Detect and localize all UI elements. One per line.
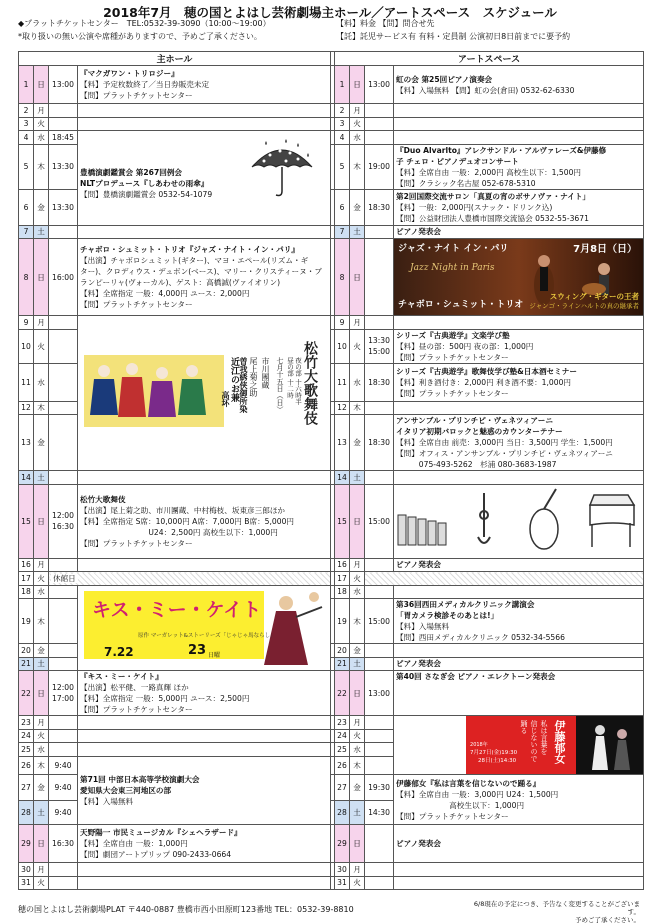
table-row: 16 月 16 月 ピアノ発表会 bbox=[19, 558, 644, 572]
table-row: 26 木 9:40 第71回 中部日本高等学校演劇大会 愛知県大会東三河地区の部 【料】入場無料 26 木 bbox=[19, 756, 644, 775]
table-row: 14 土 14 土 bbox=[19, 471, 644, 485]
kiss-me-kate-banner: キス・ミー・ケイト 原作 マーガレット&ストーリーズ「じゃじゃ馬ならし」 7.22 23 日曜 bbox=[78, 585, 331, 671]
umbrella-icon bbox=[246, 133, 318, 203]
table-row: 19 木 19 木 15:00 第36回西田メディカルクリニック講演会 「胃カメラ検診そのあとは!」 【料】入場無料 【問】西田メディカルクリニック 0532-34-5566 bbox=[19, 599, 644, 644]
page-title: 2018年7月 穂の国とよはし芸術劇場主ホール／アートスペース スケジュール bbox=[103, 5, 557, 20]
table-row: 4 水 18:45 豊橋演劇鑑賞会 第267回例会 NLTプロデュース『しあわせの雨傘』 【問】豊橋演劇鑑賞会 0532-54-1079 4 水 bbox=[19, 131, 644, 145]
table-row: 25 水 25 水 bbox=[19, 743, 644, 757]
event-art-5: 『Duo Alvarlto』アレクサンドル・アルヴァレーズ&伊藤修 子 チェロ・ピアノデュオコンサート 【料】全席自由 一般：2,000円 高校生以下：1,500円 【問】クラシック名古屋 052-678-5310 bbox=[394, 144, 644, 189]
event-main-22: 『キス・ミー・ケイト』 【出演】松平健、一路真輝 ほか 【料】全席指定 一般：5,000円 ユース：2,500円 【問】プラットチケットセンター bbox=[78, 671, 331, 716]
table-row: 3 火 3 火 bbox=[19, 117, 644, 131]
event-art-1: 虹の会 第25回ピアノ演奏会 【料】入場無料 【問】虹の会(倉田) 0532-62-6330 bbox=[394, 66, 644, 104]
table-row: 21 土 21 土 ピアノ発表会 bbox=[19, 657, 644, 671]
main-hall-header: 主ホール bbox=[19, 52, 331, 66]
table-row: 24 火 24 火 bbox=[19, 729, 644, 743]
event-main-8: チャボロ・シュミット・トリオ『ジャズ・ナイト・イン・パリ』 【出演】チャボロシュミット(ギター)、マヨ・エペール(リズム・ギ ター)、クロディウス・デュボン(ベース)、マリー・クリスティーヌ・ブ ランピーリャ(ヴォーカル)、ゲスト：高橋誠(ヴァイオリン) 【料】全席指定 一般：4,000円 ユース：2,000円 【問】プラットチケットセンター bbox=[78, 239, 331, 316]
footer-address: 穂の国とよはし芸術劇場PLAT 〒440-0887 豊橋市西小田原町123番地 TEL：0532-39-8810 bbox=[18, 905, 354, 914]
event-art-13: アンサンブル・プリンチピ・ヴェネツィアーニ イタリア初期バロックと魅惑のカウンターテナー 【料】全席自由 前売：3,000円 当日：3,500円 学生：1,500円 【問】オフィス・アンサンブル・プリンチピ・ヴェネツィアーニ 075-493-5262 杉浦 080-3683-1987 bbox=[394, 415, 644, 471]
table-row: 10 火 10 火 13:30 15:00 シリーズ『古典遊学』文楽学び塾 【料】昼の部：500円 夜の部：1,000円 【問】プラットチケットセンター bbox=[19, 329, 644, 363]
ticket-center-info: ◆プラットチケットセンター TEL:0532-39-3090（10:00～19:00） bbox=[18, 19, 271, 28]
event-main-5: 豊橋演劇鑑賞会 第267回例会 NLTプロデュース『しあわせの雨傘』 【問】豊橋演劇鑑賞会 0532-54-1079 bbox=[78, 131, 331, 226]
dancers-illustration bbox=[576, 716, 643, 774]
event-art-11: シリーズ『古典遊学』歌舞伎学び塾&日本酒セミナー 【料】利き酒付き：2,000円 利き酒不要：1,000円 【問】プラットチケットセンター bbox=[394, 363, 644, 401]
table-row: 30 月 30 月 bbox=[19, 863, 644, 877]
violin-icon bbox=[530, 489, 558, 549]
table-row: 20 金 20 金 bbox=[19, 644, 644, 658]
table-row: 15 日 12:00 16:30 松竹大歌舞伎 【出演】尾上菊之助、市川團蔵、中村梅枝、坂東彦三郎ほか 【料】全席指定 S席：10,000円 A席：7,000円 B席：5,000円 U24：2,500円 高校生以下：1,000円 【問】プラットチケットセンター 15 日 15:00 bbox=[19, 484, 644, 558]
table-row: 13 金 13 金 18:30 アンサンブル・プリンチピ・ヴェネツィアーニ イタリア初期バロックと魅惑のカウンターテナー 【料】全席自由 前売：3,000円 当日：3,500円 学生：1,500円 【問】オフィス・アンサンブル・プリンチピ・ヴェネツィアーニ 075-493-5262 杉浦 080-3683-1987 bbox=[19, 415, 644, 471]
table-row: 8 日 16:00 チャボロ・シュミット・トリオ『ジャズ・ナイト・イン・パリ』 【出演】チャボロシュミット(ギター)、マヨ・エペール(リズム・ギ ター)、クロディウス・デュボン(ベース)、マリー・クリスティーヌ・ブ ランピーリャ(ヴォーカル)、ゲスト：高橋誠(ヴァイオリン) 【料】全席指定 一般：4,000円 ユース：2,000円 【問】プラットチケットセンター 8 日 ジャズ・ナイト イン・パリ 7月8日（日） Jazz Night in Paris チャボロ・シュミット・トリオ スウィング・ギターの王者 ジャンゴ・ラインハルトの真の継承者 bbox=[19, 239, 644, 316]
event-art-6: 第2回国際交流サロン「真夏の宵のボサノヴァ・ナイト」 【料】一般：2,000円(スナック・ドリンク込) 【問】公益財団法人豊橋市国際交流協会 0532-55-3671 bbox=[394, 189, 644, 225]
event-main-15: 松竹大歌舞伎 【出演】尾上菊之助、市川團蔵、中村梅枝、坂東彦三郎ほか 【料】全席指定 S席：10,000円 A席：7,000円 B席：5,000円 U24：2,500円 高校生以下：1,000円 【問】プラットチケットセンター bbox=[78, 484, 331, 558]
table-row: 2 月 2 月 bbox=[19, 104, 644, 118]
table-row: 23 月 23 月 伊藤郁女 私は言葉を 信じないので 踊る 2018年 7月27日(金)19:30 28日(土)14:30 bbox=[19, 716, 644, 730]
event-main-27: 第71回 中部日本高等学校演劇大会 愛知県大会東三河地区の部 【料】入場無料 bbox=[78, 756, 331, 825]
legend-childcare: 【託】託児サービス有 有料・定員制 公演初日8日前までに要予約 bbox=[336, 32, 571, 41]
footer-note: 6/8現在の予定につき、予告なく変更することがございます。 予めご了承ください。 bbox=[473, 900, 640, 924]
table-row: 6 金 13:30 6 金 18:30 第2回国際交流サロン「真夏の宵のボサノヴァ・ナイト」 【料】一般：2,000円(スナック・ドリンク込) 【問】公益財団法人豊橋市国際交流協会 0532-55-3671 bbox=[19, 189, 644, 225]
event-main-29: 天野陽一 市民ミュージカル『シェヘラザード』 【料】全席自由 一般：1,000円 【問】劇団アートプリップ 090-2433-0664 bbox=[78, 825, 331, 863]
kabuki-banner: 近江のお兼 尾上菊之助 市川團蔵 曽我綉侠御所染 高坏 七月十五日（日） 昼の部 十二時 夜の部 十六時半 松竹大歌舞伎 bbox=[78, 316, 331, 471]
event-art-19: 第36回西田メディカルクリニック講演会 「胃カメラ検診そのあとは!」 【料】入場無料 【問】西田メディカルクリニック 0532-34-5566 bbox=[394, 599, 644, 644]
ticket-note: *取り扱いの無い公演や席種がありますので、予めご了承ください。 bbox=[18, 32, 262, 41]
instruments-illustration bbox=[394, 484, 644, 558]
kabuki-actors-illustration bbox=[84, 355, 224, 427]
xylophone-icon bbox=[398, 515, 446, 545]
table-row: 5 木 13:30 5 木 19:00 『Duo Alvarlto』アレクサンドル・アルヴァレーズ&伊藤修 子 チェロ・ピアノデュオコンサート 【料】全席自由 一般：2,000円 高校生以下：1,500円 【問】クラシック名古屋 052-678-5310 bbox=[19, 144, 644, 189]
event-art-21: ピアノ発表会 bbox=[394, 657, 644, 671]
table-row: 1 日 13:00 『マクガワン・トリロジー』 【料】予定枚数終了／当日券販売未定 【問】プラットチケットセンター 1 日 13:00 虹の会 第25回ピアノ演奏会 【料】入場無料 【問】虹の会(倉田) 0532-62-6330 bbox=[19, 66, 644, 104]
closed-day-art bbox=[365, 572, 644, 586]
table-row: 7 土 7 土 ピアノ発表会 bbox=[19, 225, 644, 239]
legend-fee: 【料】料金 【問】問合せ先 bbox=[336, 19, 435, 28]
closed-day-main: 休館日 bbox=[49, 572, 331, 586]
jazz-night-banner: ジャズ・ナイト イン・パリ 7月8日（日） Jazz Night in Paris チャボロ・シュミット・トリオ スウィング・ギターの王者 ジャンゴ・ラインハルトの真の継承者 bbox=[394, 239, 644, 316]
table-row: 27 金 9:40 27 金 19:30 伊藤郁女『私は言葉を信じないので踊る』 【料】全席自由 一般：3,000円 U24：1,500円 高校生以下：1,000円 【問】プラットチケットセンター bbox=[19, 775, 644, 801]
table-row: 11 水 11 水 18:30 シリーズ『古典遊学』歌舞伎学び塾&日本酒セミナー 【料】利き酒付き：2,000円 利き酒不要：1,000円 【問】プラットチケットセンター bbox=[19, 363, 644, 401]
event-main-1: 『マクガワン・トリロジー』 【料】予定枚数終了／当日券販売未定 【問】プラットチケットセンター bbox=[78, 66, 331, 104]
table-row: 9 月 近江のお兼 尾上菊之助 市川團蔵 曽我綉侠御所染 高坏 七月十五日（日） 昼の部 十二時 夜の部 十六時半 松竹大歌舞伎 9 月 bbox=[19, 316, 644, 330]
table-row: 12 木 12 木 bbox=[19, 401, 644, 415]
table-row: 18 水 キス・ミー・ケイト 原作 マーガレット&ストーリーズ「じゃじゃ馬ならし」 7.22 23 日曜 18 水 bbox=[19, 585, 644, 599]
art-space-header: アートスペース bbox=[335, 52, 644, 66]
schedule-table bbox=[18, 51, 644, 890]
table-row: 29 日 16:30 天野陽一 市民ミュージカル『シェヘラザード』 【料】全席自由 一般：1,000円 【問】劇団アートプリップ 090-2433-0664 29 日 ピアノ発表会 bbox=[19, 825, 644, 863]
table-row: 17 火 休館日 17 火 bbox=[19, 572, 644, 586]
event-art-10: シリーズ『古典遊学』文楽学び塾 【料】昼の部：500円 夜の部：1,000円 【問】プラットチケットセンター bbox=[394, 329, 644, 363]
event-art-16: ピアノ発表会 bbox=[394, 558, 644, 572]
table-row: 28 土 9:40 28 土 14:30 bbox=[19, 801, 644, 825]
trumpet-icon bbox=[478, 493, 490, 543]
grand-piano-icon bbox=[590, 495, 634, 547]
event-art-22: 第40回 さなぎ会 ピアノ・エレクトーン発表会 bbox=[394, 671, 644, 716]
table-row: 31 火 31 火 bbox=[19, 876, 644, 890]
table-row: 22 日 12:00 17:00 『キス・ミー・ケイト』 【出演】松平健、一路真輝 ほか 【料】全席指定 一般：5,000円 ユース：2,500円 【問】プラットチケットセンター 22 日 13:00 第40回 さなぎ会 ピアノ・エレクトーン発表会 bbox=[19, 671, 644, 716]
ito-ikue-banner: 伊藤郁女 私は言葉を 信じないので 踊る 2018年 7月27日(金)19:30 28日(土)14:30 bbox=[394, 716, 644, 775]
event-art-7: ピアノ発表会 bbox=[394, 225, 644, 239]
event-art-27: 伊藤郁女『私は言葉を信じないので踊る』 【料】全席自由 一般：3,000円 U24：1,500円 高校生以下：1,000円 【問】プラットチケットセンター bbox=[394, 775, 644, 825]
event-art-29: ピアノ発表会 bbox=[394, 825, 644, 863]
